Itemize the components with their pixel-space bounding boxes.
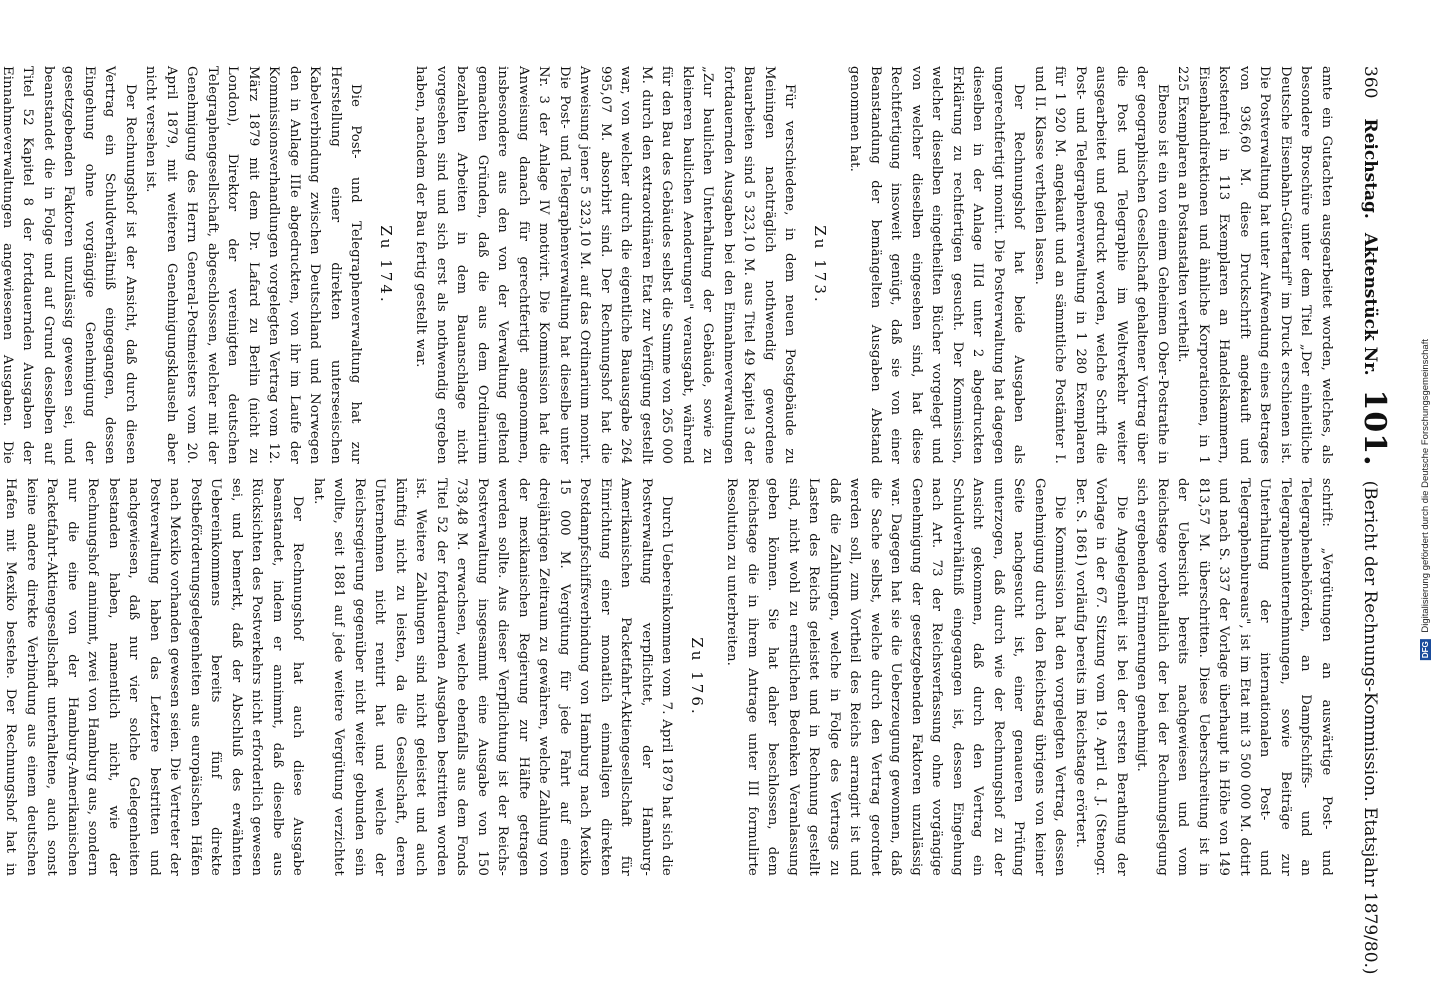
paragraph: Ebenso ist ein von einem Geheimen Ober-Postrathe in der geographischen Gesellschaft gehaltener Vortrag über die Post und Telegraphie im Weltverkehr weiter ausgearbeitet und gedruckt worden, welche Schrift die Post- und Telegraphenverwaltung in 1 280 Exemplaren für 1 920 M. angekauft und an sämmtliche Postämter I. und II. Klasse vertheilen lassen.: [1032, 66, 1170, 464]
dfg-credit: [1418, 0, 1432, 1000]
right-column: [3, 478, 1336, 876]
paragraph: Die Kommission hat den vorgelegten Vertrag, dessen Genehmigung durch den Reichstag übrigens von keiner Seite nachgesucht ist, einer genaueren Prüfung unterzogen, daß durch wie der Rechnungshof zu der Ansicht gekommen, daß durch den Vertrag ein Schuldverhältniß eingegangen ist, dessen Eingehung nach Art. 73 der Reichsverfassung ohne vorgängige Genehmigung der gesetzgebenden Faktoren unzulässig war. Dagegen hat sie die Ueberzeugung gewonnen, daß die Sache selbst, welche durch den Vertrag geordnet werden soll, zum Vortheil des Reichs arrangirt ist und daß die Zahlungen, welche in Folge des Vertrags zu Lasten des Reichs geleistet und in Rechnung gestellt sind, nicht wohl zu ernstlichen Bedenken Veranlassung geben können. Sie hat daher beschlossen, dem Reichstage die in ihrem Antrage unter III formulirte Resolution zu unterbreiten.: [724, 478, 1068, 876]
left-column: [0, 66, 1336, 464]
dfg-logo: DFG: [1420, 641, 1430, 659]
paragraph: Für verschiedene, in dem neuen Postgebäude zu Meiningen nachträglich nothwendig gewordene Bauarbeiten sind 5 323,10 M. aus Titel 49 Kapitel 3 der fortdauernden Ausgaben bei den Einnahmeverwaltungen „Zur baulichen Unterhaltung der Gebäude, sowie zu kleineren baulichen Aenderungen" verausgabt, während für den Bau des Gebäudes selbst die Summe von 265 000 M. durch den extraordinären Etat zur Verfügung gestellt war, von welcher durch die eigentliche Bauausgabe 264 995,07 M. absorbirt sind. Der Rechnungshof hat die Anweisung jener 5 323,10 M. auf das Ordinarium monirt. Die Post- und Telegraphenverwaltung hat dieselbe unter Nr. 3 der Anlage IV motivirt. Die Kommission hat die Anweisung danach für gerechtfertigt angenommen, insbesondere aus den von der Verwaltung geltend gemachten Gründen, daß die aus dem Ordinarium bezahlten Arbeiten in dem Bauanschlage nicht vorgesehen sind und sich erst als nothwendig ergeben haben, nachdem der Bau fertig gestellt war.: [413, 66, 798, 464]
header-reichstag: Reichstag.: [1360, 118, 1380, 219]
dfg-credit-label: Digitalisierung gefördert durch die Deutsche Forschungsgemeinschaft: [1419, 339, 1431, 634]
paragraph: Die Angelegenheit ist bei der ersten Berathung der Vorlage in der 67. Sitzung vom 19. April d. J. (Stenogr. Ber. S. 1861) vorläufig bereits im Reichstage erörtert.: [1073, 478, 1129, 876]
paragraph: Der Rechnungshof hat beide Ausgaben als ungerechtfertigt monirt. Die Postverwaltung hat dagegen dieselben in der Anlage IIId unter 2 abgedruckten Erklärung zu rechtfertigen gesucht. Der Kommission, welcher dieselben eingetheilten Bücher vorgelegt und von welcher dieselben eingesehen sind, hat diese Rechtfertigung insoweit genügt, daß sie von einer Beanstandung der bemängelten Ausgaben Abstand genommen hat.: [847, 66, 1027, 464]
dfg-credit-text: [1420, 339, 1431, 660]
section-heading: Zu 176.: [688, 637, 706, 717]
paragraph: Die Post- und Telegraphenverwaltung hat zur Herstellung einer direkten unterseeischen Kabelverbindung zwischen Deutschland und Norwegen den in Anlage IIIe abgedruckten, von ihr im Laufe der Kommissionsverhandlungen vorgelegten Vertrag vom 12. März 1879 mit dem Dr. Lafard zu Berlin (nicht zu London), Direktor der vereinigten deutschen Telegraphengesellschaft, abgeschlossen, welcher mit der Genehmigung des Herrn General-Postmeisters vom 20. April 1879, mit weiteren Genehmigungsklauseln aber nicht versehen ist.: [143, 66, 364, 464]
paragraph: Durch Uebereinkommen vom 7. April 1879 hat sich die Postverwaltung verpflichtet, der Hamburg-Amerikanischen Packetfahrt-Aktiengesellschaft für Einrichtung einer monatlich einmaligen direkten Postdampfschiffsverbindung von Hamburg nach Mexiko 15 000 M. Vergütung für jede Fahrt auf einen dreijährigen Zeitraum zu gewähren, welche Zahlung von der mexikanischen Regierung zur Hälfte getragen werden sollte. Aus dieser Verpflichtung ist der Reichs-Postverwaltung insgesammt eine Ausgabe von 150 738,48 M. erwachsen, welche ebenfalls aus dem Fonds Titel 52 der fortdauernden Ausgaben bestritten worden ist. Weitere Zahlungen sind nicht geleistet und auch künftig nicht zu leisten, da die Gesellschaft, deren Unternehmen nicht rentirt hat und welche der Reichsregierung gegenüber nicht weiter gebunden sein wollte, seit 1881 auf jede weitere Vergütung verzichtet hat.: [311, 478, 675, 876]
paragraph: amte ein Gutachten ausgearbeitet worden, welches, als besondere Broschüre unter dem Titel „Der einheitliche Deutsche Eisenbahn-Gütertarif" im Druck erschienen ist. Die Postverwaltung hat unter Aufwendung eines Betrages von 936,60 M. diese Druckschrift angekauft und kostenfrei in 113 Exemplaren an Handelskammern, Eisenbahndirektionen und ähnliche Korporationen, in 1 225 Exemplaren an Postanstalten vertheilt.: [1175, 66, 1334, 464]
page-number: 360: [1360, 66, 1380, 99]
section-heading: Zu 173.: [811, 225, 829, 305]
header-subtitle: (Bericht der Rechnungs-Kommission. Etatsjahr 1879/80.): [1360, 480, 1380, 975]
paragraph: Der Rechnungshof hat auch diese Ausgabe beanstandet, indem er annimmt, daß dieselbe aus Rücksichten des Postverkehrs nicht erforderlich gewesen sei, und bemerkt, daß der Abschluß des erwähnten Uebereinkommens bereits fünf direkte Postbeförderungsgelegenheiten aus europäischen Häfen nach Mexiko vorhanden gewesen seien. Die Vertreter der Postverwaltung haben das Letztere bestritten und nachgewiesen, daß nur vier solche Gelegenheiten bestanden haben, namentlich nicht, wie der Rechnungshof annimmt, zwei von Hamburg aus, sondern nur die eine von der Hamburg-Amerikanischen Packetfahrt-Aktiengesellschaft unterhaltene, auch sonst keine andere direkte Verbindung aus einem deutschen Hafen mit Mexiko bestehe. Der Rechnungshof hat in: [3, 478, 306, 876]
header-akten-label: Aktenstück Nr.: [1360, 232, 1380, 376]
section-heading: Zu 174.: [377, 225, 395, 305]
page-header: [1352, 66, 1392, 975]
paragraph: Der Rechnungshof ist der Ansicht, daß durch diesen Vertrag ein Schuldverhältniß eingegangen, dessen Eingehung ohne vorgängige Genehmigung der gesetzgebenden Faktoren unzulässig gewesen sei, und beanstandet die in Folge und auf Grund desselben auf Titel 52 Kapitel 8 der fortdauernden Ausgaben der Einnahmeverwaltungen angewiesenen Ausgaben. Die: [0, 66, 138, 464]
header-number: 101.: [1357, 389, 1392, 467]
paragraph: schrift: „Vergütungen an auswärtige Post- und Telegraphenbehörden, an Dampfschiffs- und an Telegraphenunternehmungen, sowie Beiträge zur Unterhaltung der internationalen Post- und Telegraphenbureaus", ist im Etat mit 3 500 000 M. dotirt und nach S. 337 der Vorlage überhaupt in Höhe von 149 813,57 M. überschritten. Diese Ueberschreitung ist in der Uebersicht bereits nachgewiesen und vom Reichstage vorbehaltlich der bei der Rechnungslegung sich ergebenden Erinnerungen genehmigt.: [1134, 478, 1334, 876]
